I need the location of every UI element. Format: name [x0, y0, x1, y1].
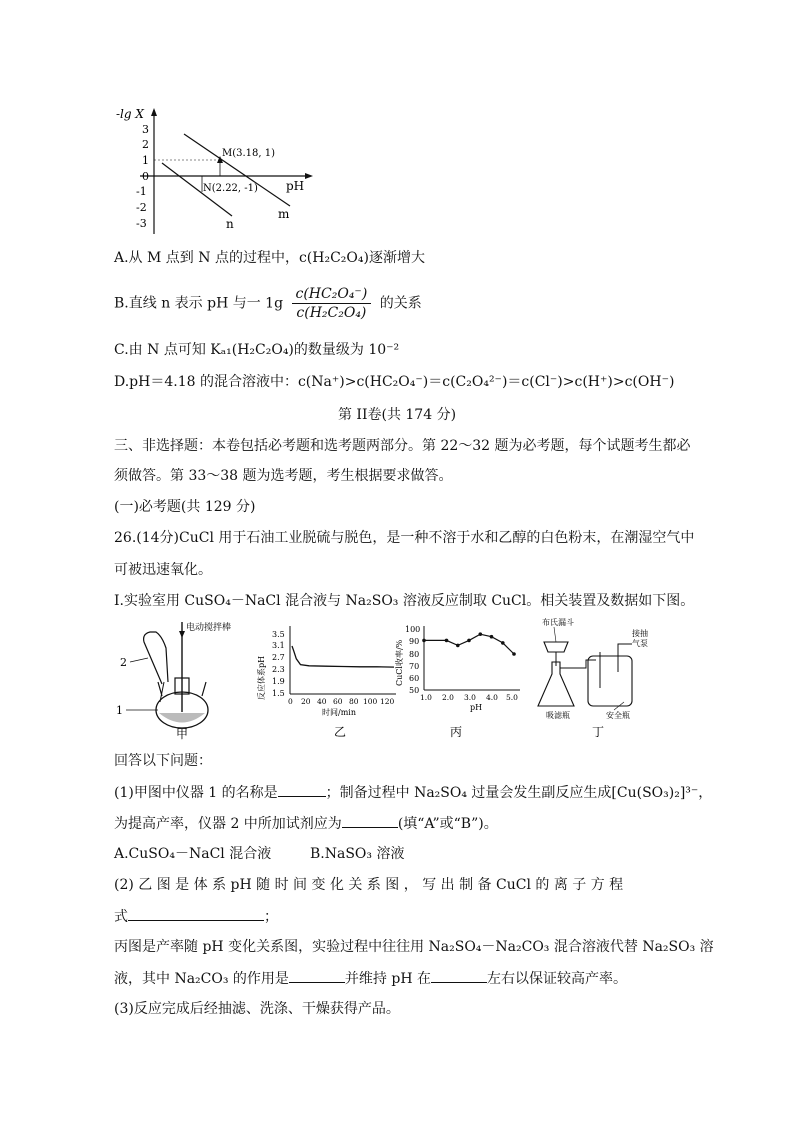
q2-text-a: 式	[114, 909, 128, 925]
bottle-label: 安全瓶	[606, 711, 630, 720]
q1-text-b: ；制备过程中 Na₂SO₄ 过量会发生副反应生成[Cu(SO₃)₂]³⁻，	[325, 785, 713, 801]
bing-x-tick: 5.0	[506, 693, 518, 702]
yi-x-ticks	[288, 697, 395, 706]
figure-bing	[394, 620, 526, 740]
figure-ding-caption: 丁	[592, 725, 605, 739]
flask-side-neck-right	[202, 682, 206, 696]
yi-y-tick: 1.9	[272, 677, 285, 686]
stirrer-arrow	[179, 631, 185, 638]
yi-x-tick: 40	[317, 697, 327, 706]
q26-line-2: 可被迅速氧化。	[114, 562, 212, 578]
fraction-denominator: c(H₂C₂O₄)	[296, 305, 367, 321]
bing-y-tick: 70	[409, 662, 420, 671]
point-m-label: M(3.18, 1)	[222, 148, 276, 159]
option-d: D.pH＝4.18 的混合溶液中：c(Na⁺)>c(HC₂O₄⁻)＝c(C₂O₄²⁻)＝c(Cl⁻)>c(H⁺)>c(OH⁻)	[114, 374, 675, 390]
bing-y-tick: 100	[405, 625, 421, 634]
yi-y-tick: 3.5	[272, 630, 285, 639]
yi-ph-curve	[292, 646, 394, 667]
q2-text-d: 并维持 pH 在	[344, 971, 431, 987]
bing-y-tick: 80	[409, 650, 420, 659]
label-1: 1	[116, 704, 123, 717]
yi-x-tick: 60	[333, 697, 343, 706]
line-m-label: m	[278, 207, 290, 221]
pump-label-bottom: 气泵	[632, 639, 648, 648]
y-tick: -3	[136, 217, 147, 230]
q2-line-2	[114, 906, 278, 927]
q1-text-d: (填“A”或“B”)。	[397, 816, 498, 832]
option-c: C.由 N 点可知 Kₐ₁(H₂C₂O₄)的数量级为 10⁻²	[114, 342, 400, 358]
bing-ylabel: CuCl收率/%	[395, 639, 404, 686]
funnel-leader	[554, 627, 556, 642]
lgx-ph-graph	[110, 106, 320, 236]
x-axis-arrow	[305, 173, 313, 179]
line-n-label: n	[226, 217, 234, 231]
yi-y-tick: 1.5	[272, 689, 285, 698]
q2-blank-role[interactable]	[289, 968, 345, 983]
figure-bing-caption: 丙	[450, 725, 463, 739]
flask-label: 吸滤瓶	[546, 711, 570, 720]
line-m	[184, 134, 290, 206]
option-a: A.从 M 点到 N 点的过程中，c(H₂C₂O₄)逐渐增大	[114, 250, 425, 266]
q1-options	[114, 844, 405, 864]
yi-y-tick: 3.1	[272, 641, 285, 650]
figure-ding	[534, 616, 670, 740]
option-b-prefix: B.直线 n 表示 pH 与一 1g	[114, 295, 284, 312]
q2-text-e: 左右以保证较高产率。	[487, 971, 627, 987]
bing-y-tick: 90	[409, 637, 420, 646]
yi-xlabel: 时间/min	[322, 708, 356, 717]
answer-intro: 回答以下问题：	[114, 753, 212, 769]
intro-line-2: 须做答。第 33～38 题为选考题，考生根据要求做答。	[114, 468, 453, 484]
option-b-fraction	[292, 285, 372, 322]
figure-yi	[256, 620, 404, 740]
connecting-tube	[560, 660, 596, 668]
bing-y-tick: 60	[409, 674, 420, 683]
bing-data-point	[512, 652, 516, 656]
y-tick: -1	[136, 185, 147, 198]
y-tick: 3	[142, 123, 149, 136]
yi-ylabel: 反应体系pH	[257, 655, 266, 700]
q1-text-a: (1)甲图中仪器 1 的名称是	[114, 785, 278, 801]
q2-line-4	[114, 968, 627, 989]
q1-option-b: B.NaSO₃ 溶液	[310, 846, 405, 862]
label-2: 2	[120, 656, 127, 669]
bing-data-point	[467, 639, 471, 643]
bing-data-point	[456, 644, 460, 648]
bing-data-point	[479, 632, 483, 636]
bing-y-tick: 50	[409, 686, 420, 695]
q1-line-1	[114, 782, 712, 803]
q3-line: (3)反应完成后经抽滤、洗涤、干燥获得产品。	[114, 1001, 400, 1017]
bing-data-points	[422, 632, 516, 655]
yi-x-tick: 0	[288, 697, 293, 706]
q1-text-c: 为提高产率，仪器 2 中所加试剂应为	[114, 816, 342, 832]
y-tick: -2	[136, 201, 147, 214]
y-axis-label: -lg X	[116, 107, 144, 121]
figure-jia-caption: 甲	[176, 727, 189, 740]
q2-line-1: (2) 乙 图 是 体 系 pH 随 时 间 变 化 关 系 图 ， 写 出 制 备 CuCl 的 离 子 方 程	[114, 877, 624, 893]
yi-x-tick: 20	[301, 697, 311, 706]
fraction-numerator: c(HC₂O₄⁻)	[292, 285, 372, 304]
yi-x-tick: 80	[349, 697, 359, 706]
bing-x-tick: 2.0	[442, 693, 454, 702]
section-title: 第 II卷(共 174 分)	[337, 407, 457, 423]
figure-yi-caption: 乙	[334, 725, 347, 739]
intro-line-1: 三、非选择题：本卷包括必考题和选考题两部分。第 22～32 题为必考题，每个试题考生都必	[114, 438, 691, 454]
y-tick-labels	[136, 123, 149, 230]
q2-blank-equation[interactable]	[128, 906, 264, 921]
bing-data-point	[422, 639, 426, 643]
q2-blank-ph[interactable]	[431, 968, 487, 983]
figure-jia	[114, 618, 264, 740]
yi-y-tick: 2.7	[272, 653, 285, 662]
q26-line-1: 26.(14分)CuCl 用于石油工业脱硫与脱色，是一种不溶于水和乙醇的白色粉末，在潮湿空气中	[114, 530, 695, 546]
q2-line-3: 丙图是产率随 pH 变化关系图，实验过程中往往用 Na₂SO₄－Na₂CO₃ 混合溶液代替 Na₂SO₃ 溶	[114, 939, 714, 955]
bing-yield-curve	[424, 634, 514, 654]
yi-x-tick: 100	[363, 697, 378, 706]
bing-x-tick: 3.0	[464, 693, 476, 702]
pump-label-top: 接抽	[632, 629, 648, 638]
option-b	[114, 285, 422, 322]
x-axis-label: pH	[286, 179, 305, 193]
bing-x-tick: 1.0	[420, 693, 432, 702]
flask-liquid	[159, 713, 205, 723]
yi-x-tick: 120	[380, 697, 395, 706]
y-axis-arrow	[151, 108, 157, 116]
yi-y-ticks	[272, 630, 285, 698]
y-tick: 1	[142, 154, 149, 167]
filter-flask	[538, 662, 574, 706]
bing-data-point	[490, 635, 494, 639]
q1-blank-reagent[interactable]	[342, 813, 398, 828]
bing-y-ticks	[405, 625, 420, 695]
bing-xlabel: pH	[470, 703, 483, 712]
y-tick: 2	[142, 138, 149, 151]
point-n-label: N(2.22, -1)	[203, 183, 258, 194]
stirrer-label: 电动搅拌棒	[186, 623, 232, 633]
bing-data-point	[445, 639, 449, 643]
label-2-leader	[130, 658, 148, 662]
buchner-funnel	[544, 642, 568, 652]
q2-text-b: ；	[264, 909, 278, 925]
q26-line-3: Ⅰ.实验室用 CuSO₄－NaCl 混合液与 Na₂SO₃ 溶液反应制取 CuCl。相关装置及数据如下图。	[114, 593, 695, 609]
required-heading: (一)必考题(共 129 分)	[114, 499, 256, 515]
safety-bottle	[588, 656, 632, 706]
bing-data-point	[501, 641, 505, 645]
q1-option-a: A.CuSO₄－NaCl 混合液	[114, 846, 272, 862]
q2-text-c: 液，其中 Na₂CO₃ 的作用是	[114, 971, 289, 987]
bing-x-tick: 4.0	[486, 693, 498, 702]
pump-tube	[618, 644, 632, 652]
q1-line-2	[114, 813, 498, 834]
q1-blank-instrument[interactable]	[278, 782, 326, 797]
option-b-suffix: 的关系	[379, 295, 422, 312]
funnel-label: 布氏漏斗	[542, 618, 574, 627]
bing-x-ticks	[420, 693, 518, 702]
y-tick: 0	[142, 170, 149, 183]
yi-y-tick: 2.3	[272, 665, 285, 674]
